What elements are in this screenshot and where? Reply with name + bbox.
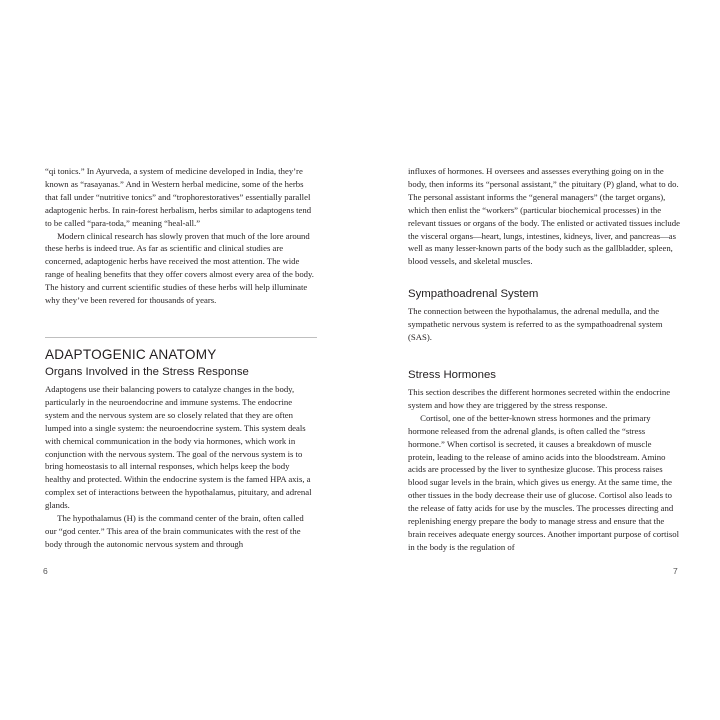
- left-page-column: [45, 165, 317, 551]
- section-heading: Organs Involved in the Stress Response: [45, 365, 249, 378]
- body-paragraph: The hypothalamus (H) is the command center of the brain, often called our “god center.” This area of the brain communicates with the rest of the body through the autonomic nervous system and through: [45, 513, 304, 549]
- body-paragraph: “qi tonics.” In Ayurveda, a system of medicine developed in India, they’re known as “rasayanas.” And in Western herbal medicine, some of the herbs that fall under “nutritive tonics” and “trophorestoratives” essentially parallel adaptogenic herbs. In rain-forest herbalism, herbs similar to adaptogens tend to be called “para-toda,” meaning “heal-all.”: [45, 166, 312, 228]
- page-number: 7: [673, 566, 678, 576]
- body-paragraph: influxes of hormones. H oversees and assesses everything going on in the body, then informs its “personal assistant,” the pituitary (P) gland, what to do. The personal assistant informs the “general managers” (the target organs), which then enlist the “workers” (particular biochemical processes) in the relevant tissues or organs of the body. The enlisted or activated tissues include the visceral organs—heart, lungs, intestines, kidneys, liver, and pancreas—as well as many lesser-known parts of the body such as the gallbladder, spleen, blood vessels, and skeletal muscles.: [408, 166, 680, 267]
- body-paragraph: This section describes the different hormones secreted within the endocrine system and how they are triggered by the stress response.: [408, 386, 671, 410]
- body-paragraph: The connection between the hypothalamus, the adrenal medulla, and the sympathetic nervous system is referred to as the sympathoadrenal system (SAS).: [408, 306, 663, 343]
- section-divider: [45, 337, 317, 338]
- body-paragraph: Modern clinical research has slowly proven that much of the lore around these herbs is indeed true. As far as scientific and clinical studies are concerned, adaptogenic herbs have received the most attention. The wide range of healing benefits that they offer covers almost every area of the body. The history and current scientific studies of these herbs will help illuminate why they’ve been revered for thousands of years.: [45, 230, 314, 306]
- page-number: 6: [43, 566, 48, 576]
- right-page-column: [408, 165, 680, 554]
- chapter-heading: ADAPTOGENIC ANATOMY: [45, 346, 217, 362]
- section-heading: Stress Hormones: [408, 368, 496, 381]
- section-heading: Sympathoadrenal System: [408, 288, 539, 301]
- body-paragraph: Adaptogens use their balancing powers to catalyze changes in the body, particularly in the neuroendocrine and immune systems. The endocrine system and the nervous system are so closely related that they are often lumped into a single system: the neuroendocrine system. This system deals with chemical communication in the body via hormones, which work in conjunction with the nervous system. The goal of the nervous system is to bring homeostasis to all internal responses, which helps keep the body healthy and protected. Within the endocrine system is the famed HPA axis, a complex set of interactions between the hypothalamus, pituitary, and adrenal glands.: [45, 383, 312, 511]
- body-paragraph: Cortisol, one of the better-known stress hormones and the primary hormone released from the adrenal glands, is often called the “stress hormone.” When cortisol is secreted, it causes a breakdown of muscle protein, leading to the release of amino acids into the bloodstream. Amino acids are processed by the liver to synthesize glucose. This process raises blood sugar levels in the brain, which gives us energy. At the same time, the other tissues in the body decrease their use of glucose. Cortisol also leads to the release of fatty acids for use by the muscles. The processes directing and replenishing energy prepare the body to manage stress and ensure that the brain receives adequate energy sources. Another important purpose of cortisol in the body is the regulation of: [408, 412, 679, 552]
